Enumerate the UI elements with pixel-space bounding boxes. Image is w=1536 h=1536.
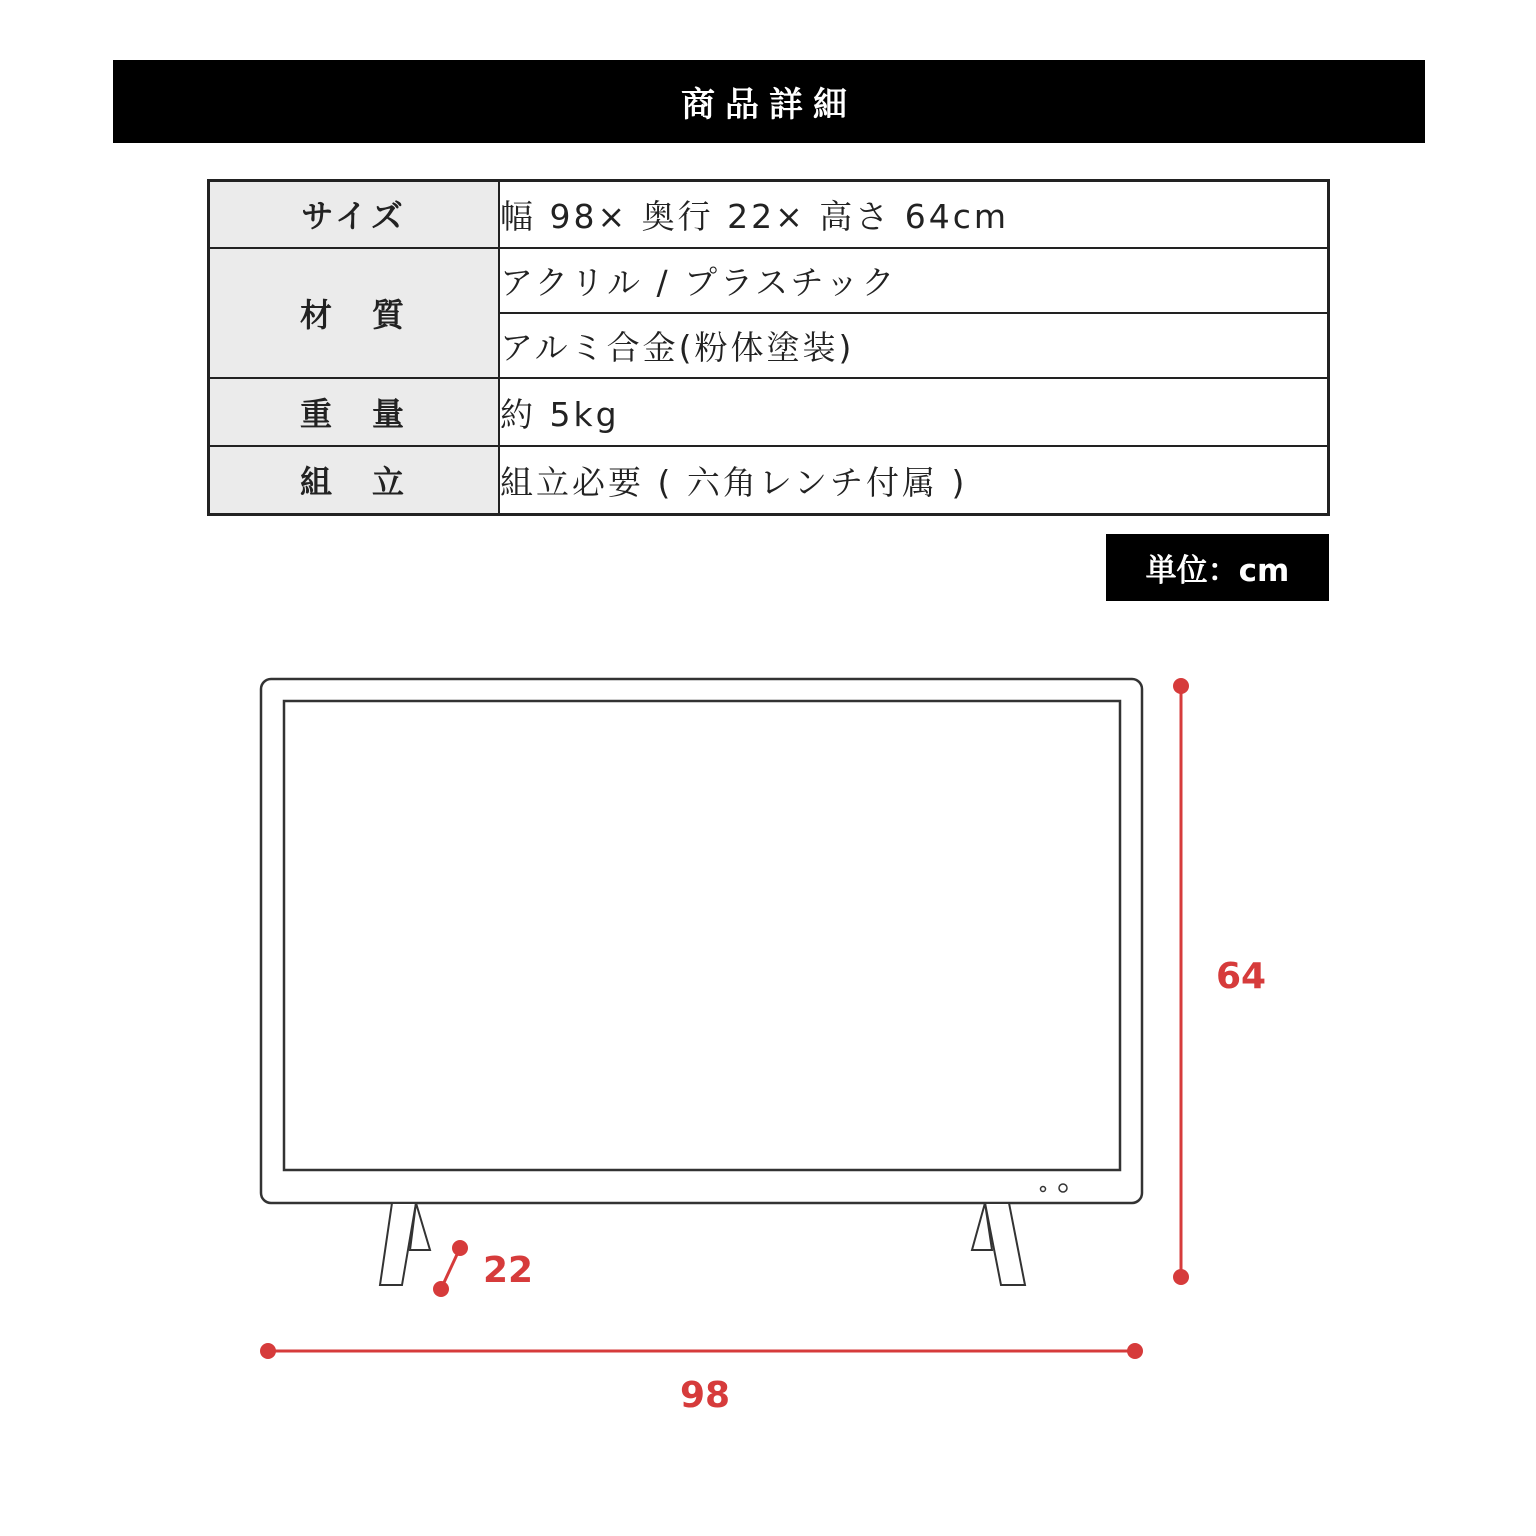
width-label: 98 bbox=[680, 1375, 731, 1416]
size-value: 幅 98× 奥行 22× 高さ 64cm bbox=[499, 181, 1329, 248]
width-dimension bbox=[260, 1343, 1143, 1359]
indicator-light bbox=[1041, 1187, 1046, 1192]
right-leg bbox=[972, 1203, 1025, 1285]
material-value-2: アルミ合金(粉体塗装) bbox=[499, 313, 1329, 378]
left-leg bbox=[380, 1203, 430, 1285]
size-label: サイズ bbox=[209, 181, 500, 248]
depth-label: 22 bbox=[483, 1250, 534, 1291]
assembly-label: 組 立 bbox=[209, 446, 500, 514]
unit-badge: 単位：cm bbox=[1106, 534, 1329, 601]
material-value-1: アクリル / プラスチック bbox=[499, 248, 1329, 313]
material-label: 材 質 bbox=[209, 248, 500, 378]
height-label: 64 bbox=[1216, 956, 1267, 997]
tv-screen bbox=[284, 701, 1120, 1170]
power-button-icon bbox=[1059, 1184, 1067, 1192]
weight-label: 重 量 bbox=[209, 378, 500, 446]
section-title: 商品詳細 bbox=[113, 60, 1425, 143]
tv-frame bbox=[261, 679, 1142, 1203]
assembly-value: 組立必要 ( 六角レンチ付属 ) bbox=[499, 446, 1329, 514]
height-dimension bbox=[1173, 678, 1189, 1285]
weight-value: 約 5kg bbox=[499, 378, 1329, 446]
depth-dimension bbox=[433, 1240, 468, 1297]
